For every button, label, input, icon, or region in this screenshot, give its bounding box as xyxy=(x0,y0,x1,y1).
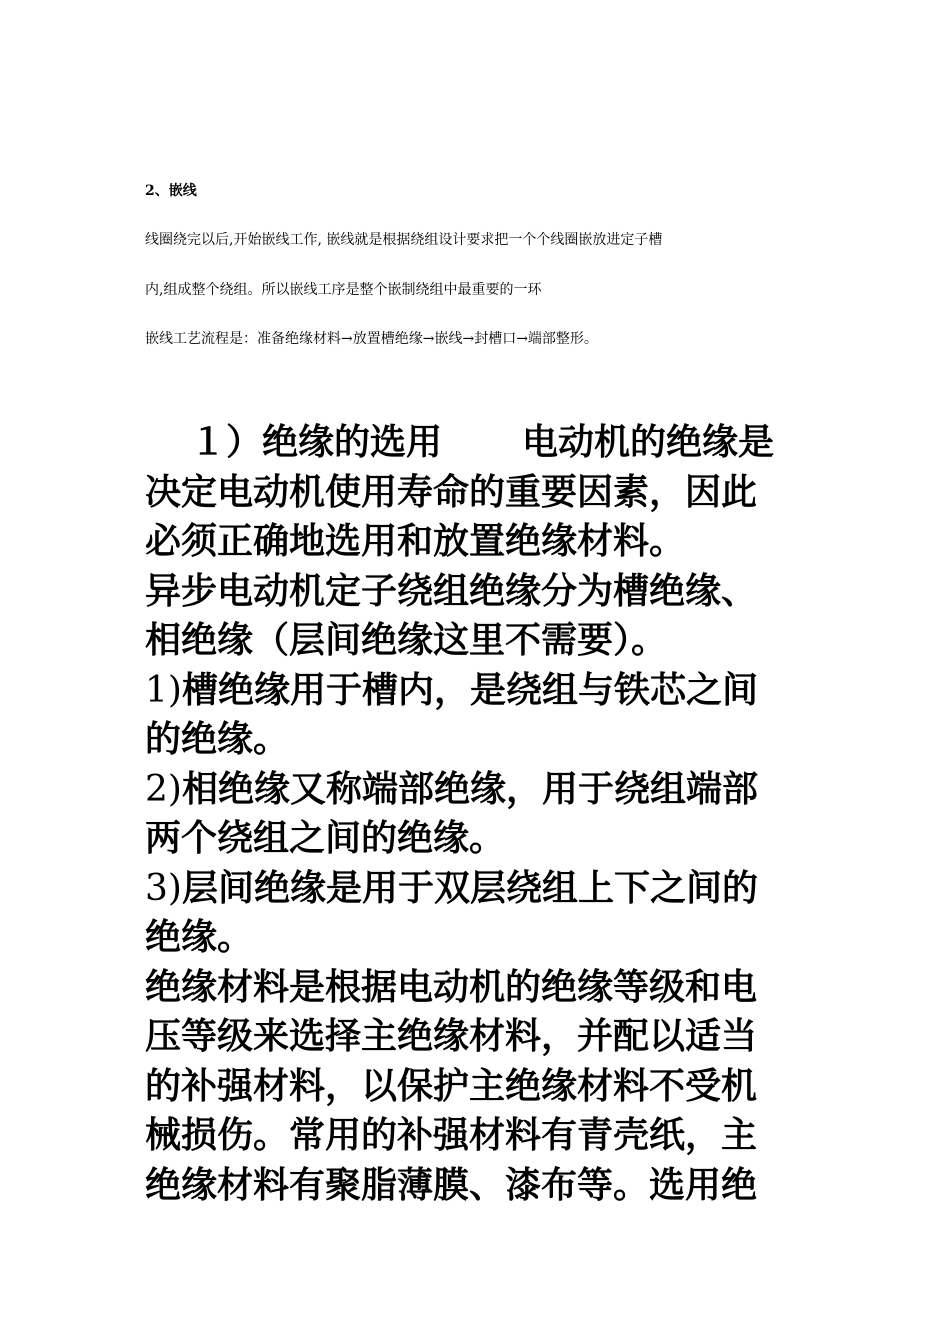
material-paragraph-line-2: 压等级来选择主绝缘材料，并配以适当 xyxy=(145,1016,758,1057)
body-line-3: 必须正确地选用和放置绝缘材料。 xyxy=(145,521,686,562)
list-item-1 xyxy=(145,666,805,716)
list-item-2-text: 相绝缘又称端部绝缘，用于绕组端部 xyxy=(181,768,758,810)
list-item-2-continuation: 两个绕组之间的绝缘。 xyxy=(145,818,506,859)
insulation-title-line xyxy=(145,418,805,468)
material-paragraph-line-4: 械损伤。常用的补强材料有青壳纸，主 xyxy=(145,1115,758,1156)
insulation-section xyxy=(145,418,805,1210)
list-item-2 xyxy=(145,765,805,815)
list-item-3-text: 层间绝缘是用于双层绕组上下之间的 xyxy=(181,867,758,909)
body-line-4: 异步电动机定子绕组绝缘分为槽绝缘、 xyxy=(145,570,758,612)
list-item-1-text: 槽绝缘用于槽内，是绕组与铁芯之间 xyxy=(181,669,758,711)
intro-paragraph-line-1: 线圈绕完以后,开始嵌线工作, 嵌线就是根据绕组设计要求把一个个线圈嵌放进定子槽 xyxy=(145,232,663,248)
material-paragraph-line-1: 绝缘材料是根据电动机的绝缘等级和电 xyxy=(145,966,758,1008)
body-line-5: 相绝缘（层间绝缘这里不需要）。 xyxy=(145,620,668,661)
process-flow-text: 嵌线工艺流程是：准备绝缘材料→放置槽绝缘→嵌线→封槽口→端部整形。 xyxy=(145,331,598,347)
list-item-3 xyxy=(145,864,805,914)
list-item-3-continuation: 绝缘。 xyxy=(145,917,254,958)
insulation-title-continuation: 电动机的绝缘是 xyxy=(522,422,775,463)
list-item-1-continuation: 的绝缘。 xyxy=(145,719,290,760)
insulation-title: １）绝缘的选用 xyxy=(190,422,443,463)
material-paragraph-line-3: 的补强材料，以保护主绝缘材料不受机 xyxy=(145,1065,758,1107)
intro-paragraph-line-2: 内,组成整个绕组。所以嵌线工序是整个嵌制绕组中最重要的一环 xyxy=(145,282,542,298)
section-heading: 2、嵌线 xyxy=(145,183,197,199)
body-line-2: 决定电动机使用寿命的重要因素，因此 xyxy=(145,471,758,513)
list-item-3-number: 3) xyxy=(145,867,182,909)
list-item-1-number: 1) xyxy=(145,669,182,711)
material-paragraph-line-5: 绝缘材料有聚脂薄膜、漆布等。选用绝 xyxy=(145,1164,758,1206)
list-item-2-number: 2) xyxy=(145,768,182,810)
